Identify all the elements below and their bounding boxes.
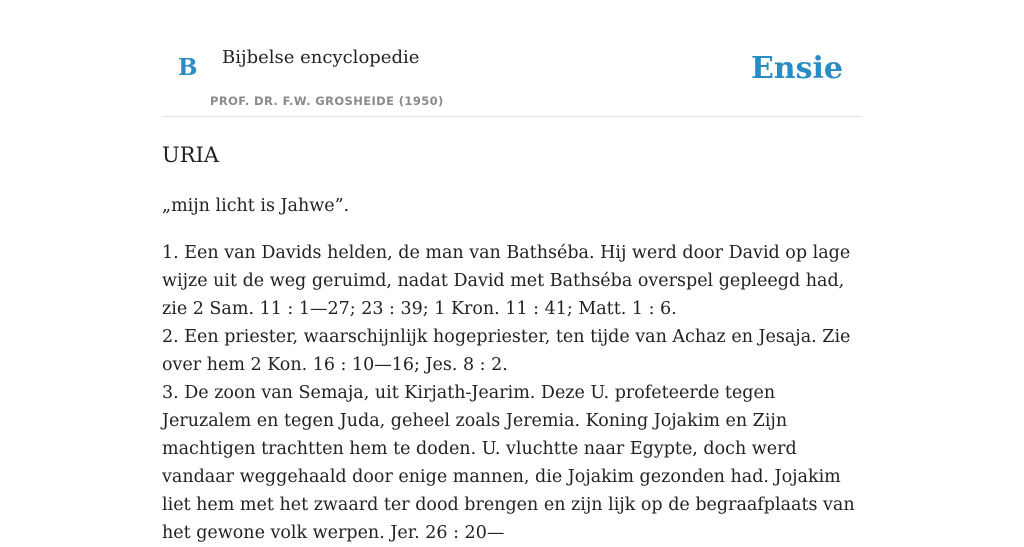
article [162,140,864,547]
entry-item: 1. Een van Davids helden, de man van Bathséba. Hij werd door David op lage wijze uit de weg geruimd, nadat David met Bathséba overspel gepleegd had, zie 2 Sam. 11 : 1—27; 23 : 39; 1 Kron. 11 : 41; Matt. 1 : 6. [162,243,851,319]
entry-item: 3. De zoon van Semaja, uit Kirjath-Jearim. Deze U. profeteerde tegen Jeruzalem en tegen Juda, geheel zoals Jeremia. Koning Jojakim en Zijn machtigen trachtten hem te doden. U. vluchtte naar Egypte, doch werd vandaar weggehaald door enige mannen, die Jojakim gezonden had. Jojakim liet hem met het zwaard ter dood brengen en zijn lijk op de begraafplaats van het gewone volk werpen. Jer. 26 : 20— [162,383,855,543]
entry-item: 2. Een priester, waarschijnlijk hogepriester, ten tijde van Achaz en Jesaja. Zie over hem 2 Kon. 16 : 10—16; Jes. 8 : 2. [162,327,851,375]
encyclopedia-logo[interactable]: B [178,54,198,81]
entry-meaning: „mijn licht is Jahwe”. [162,196,350,216]
site-header [162,0,862,117]
entry-body [162,239,864,547]
entry-title: URIA [162,143,219,167]
encyclopedia-author: PROF. DR. F.W. GROSHEIDE (1950) [210,94,444,108]
ensie-brand-logo[interactable]: Ensie [750,51,843,86]
encyclopedia-title[interactable]: Bijbelse encyclopedie [222,47,420,68]
